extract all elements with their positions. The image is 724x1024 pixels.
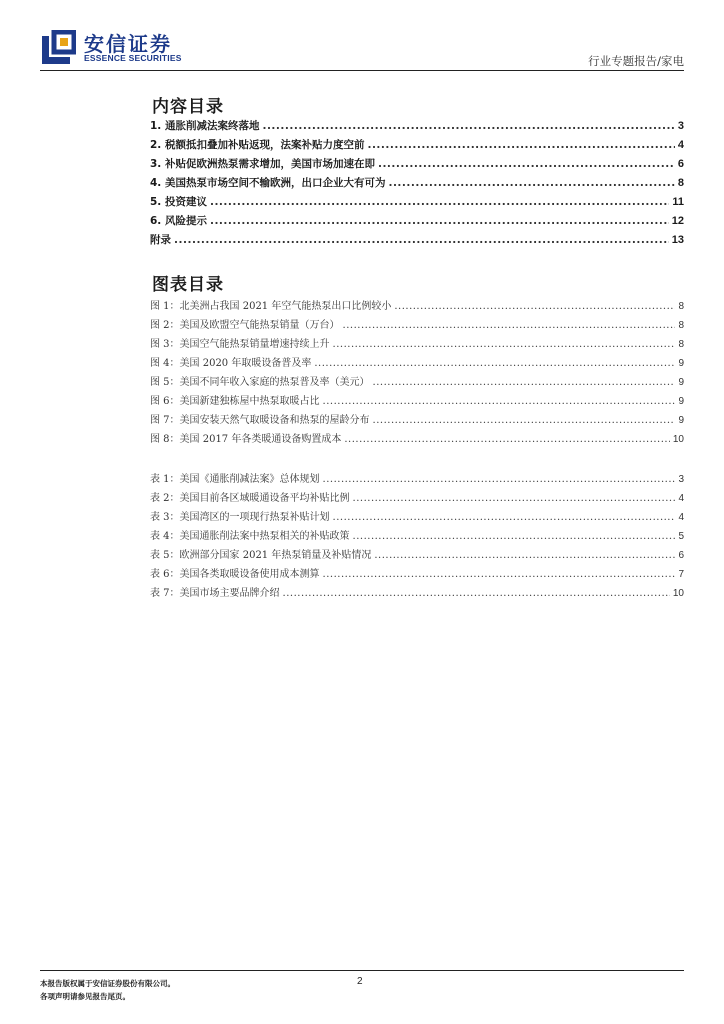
figure-item-text: 图 7：美国安装天然气取暖设备和热泵的屋龄分布 [150, 415, 370, 426]
table-item[interactable] [150, 508, 684, 527]
toc-item[interactable] [150, 213, 684, 232]
figure-item-page: 8 [678, 320, 684, 331]
table-item[interactable] [150, 546, 684, 565]
figure-item-page: 8 [678, 339, 684, 350]
toc-item-page: 6 [677, 158, 684, 170]
leader-dots [262, 120, 674, 132]
toc-item-page: 12 [671, 215, 684, 227]
company-name-cn: 安信证券 [84, 32, 172, 56]
toc-item[interactable] [150, 194, 684, 213]
leader-dots [314, 358, 675, 369]
figure-item-text: 图 8：美国 2017 年各类暖通设备购置成本 [150, 434, 342, 445]
contents-title: 内容目录 [152, 97, 224, 117]
leader-dots [210, 215, 669, 227]
company-name-en: ESSENCE SECURITIES [84, 53, 182, 63]
toc-item-text: 2. 税额抵扣叠加补贴返现，法案补贴力度空前 [150, 139, 365, 151]
toc-item[interactable] [150, 137, 684, 156]
toc-item-page: 4 [677, 139, 684, 151]
toc-item-text: 1. 通胀削减法案终落地 [150, 120, 260, 132]
toc-item-text: 5. 投资建议 [150, 196, 207, 208]
leader-dots [333, 339, 676, 350]
toc-item-text: 4. 美国热泵市场空间不输欧洲，出口企业大有可为 [150, 177, 386, 189]
leader-dots [210, 196, 669, 208]
figure-item[interactable] [150, 354, 684, 373]
figure-item[interactable] [150, 373, 684, 392]
table-item-text: 表 3：美国湾区的一项现行热泵补贴计划 [150, 512, 330, 523]
table-item-text: 表 6：美国各类取暖设备使用成本测算 [150, 569, 320, 580]
table-item-page: 7 [678, 569, 684, 580]
table-item-text: 表 4：美国通胀削法案中热泵相关的补贴政策 [150, 531, 350, 542]
tables-list [150, 470, 684, 603]
leader-dots [283, 588, 670, 599]
copyright-notice: 本报告版权属于安信证券股份有限公司。 [40, 979, 175, 988]
toc-item-text: 3. 补贴促欧洲热泵需求增加，美国市场加速在即 [150, 158, 375, 170]
leader-dots [353, 493, 676, 504]
table-item-page: 3 [678, 474, 684, 485]
table-item-page: 4 [678, 512, 684, 523]
figure-item-page: 9 [678, 396, 684, 407]
essence-logo-icon [40, 30, 76, 66]
table-item-text: 表 1：美国《通胀削减法案》总体规划 [150, 474, 320, 485]
header-divider [40, 70, 684, 71]
toc-item[interactable] [150, 232, 684, 251]
figure-item[interactable] [150, 392, 684, 411]
table-item-text: 表 5：欧洲部分国家 2021 年热泵销量及补贴情况 [150, 550, 372, 561]
table-item-text: 表 7：美国市场主要品牌介绍 [150, 588, 280, 599]
figure-item[interactable] [150, 297, 684, 316]
figures-title: 图表目录 [152, 275, 224, 295]
figure-item[interactable] [150, 335, 684, 354]
figure-item[interactable] [150, 430, 684, 449]
toc-item-page: 3 [677, 120, 684, 132]
leader-dots [344, 434, 670, 445]
toc-item-page: 8 [677, 177, 684, 189]
toc-item[interactable] [150, 175, 684, 194]
figure-item-page: 9 [678, 377, 684, 388]
table-item[interactable] [150, 565, 684, 584]
table-item-page: 5 [678, 531, 684, 542]
leader-dots [373, 377, 676, 388]
toc-item-page: 13 [671, 234, 684, 246]
figure-item-text: 图 4：美国 2020 年取暖设备普及率 [150, 358, 312, 369]
leader-dots [367, 139, 674, 151]
table-item[interactable] [150, 489, 684, 508]
leader-dots [174, 234, 669, 246]
toc-item-page: 11 [672, 196, 684, 208]
figure-item-text: 图 3：美国空气能热泵销量增速持续上升 [150, 339, 330, 350]
table-item[interactable] [150, 470, 684, 489]
figure-item-text: 图 6：美国新建独栋屋中热泵取暖占比 [150, 396, 320, 407]
disclaimer-notice: 各项声明请参见报告尾页。 [40, 992, 130, 1001]
leader-dots [388, 177, 674, 189]
leader-dots [373, 415, 676, 426]
report-type: 行业专题报告/家电 [588, 54, 684, 68]
figure-item-text: 图 2：美国及欧盟空气能热泵销量（万台） [150, 320, 340, 331]
leader-dots [323, 396, 676, 407]
leader-dots [323, 474, 676, 485]
table-item-page: 4 [678, 493, 684, 504]
figure-item[interactable] [150, 316, 684, 335]
leader-dots [323, 569, 676, 580]
figures-list [150, 297, 684, 449]
figure-item-page: 9 [678, 415, 684, 426]
table-item-page: 10 [672, 588, 684, 599]
toc-item[interactable] [150, 118, 684, 137]
leader-dots [343, 320, 676, 331]
page-number: 2 [357, 976, 363, 987]
leader-dots [353, 531, 676, 542]
toc-item-text: 附录 [150, 234, 171, 246]
figure-item-text: 图 1：北美洲占我国 2021 年空气能热泵出口比例较小 [150, 301, 392, 312]
footer-divider [40, 970, 684, 971]
table-item[interactable] [150, 584, 684, 603]
contents-list [150, 118, 684, 251]
figure-item-text: 图 5：美国不同年收入家庭的热泵普及率（美元） [150, 377, 370, 388]
figure-item[interactable] [150, 411, 684, 430]
page-header [0, 0, 724, 70]
figure-item-page: 10 [672, 434, 684, 445]
figure-item-page: 9 [678, 358, 684, 369]
table-item[interactable] [150, 527, 684, 546]
figure-item-page: 8 [678, 301, 684, 312]
toc-item[interactable] [150, 156, 684, 175]
table-item-text: 表 2：美国目前各区域暖通设备平均补贴比例 [150, 493, 350, 504]
table-item-page: 6 [678, 550, 684, 561]
leader-dots [394, 301, 675, 312]
leader-dots [378, 158, 675, 170]
toc-item-text: 6. 风险提示 [150, 215, 207, 227]
leader-dots [374, 550, 675, 561]
leader-dots [333, 512, 676, 523]
